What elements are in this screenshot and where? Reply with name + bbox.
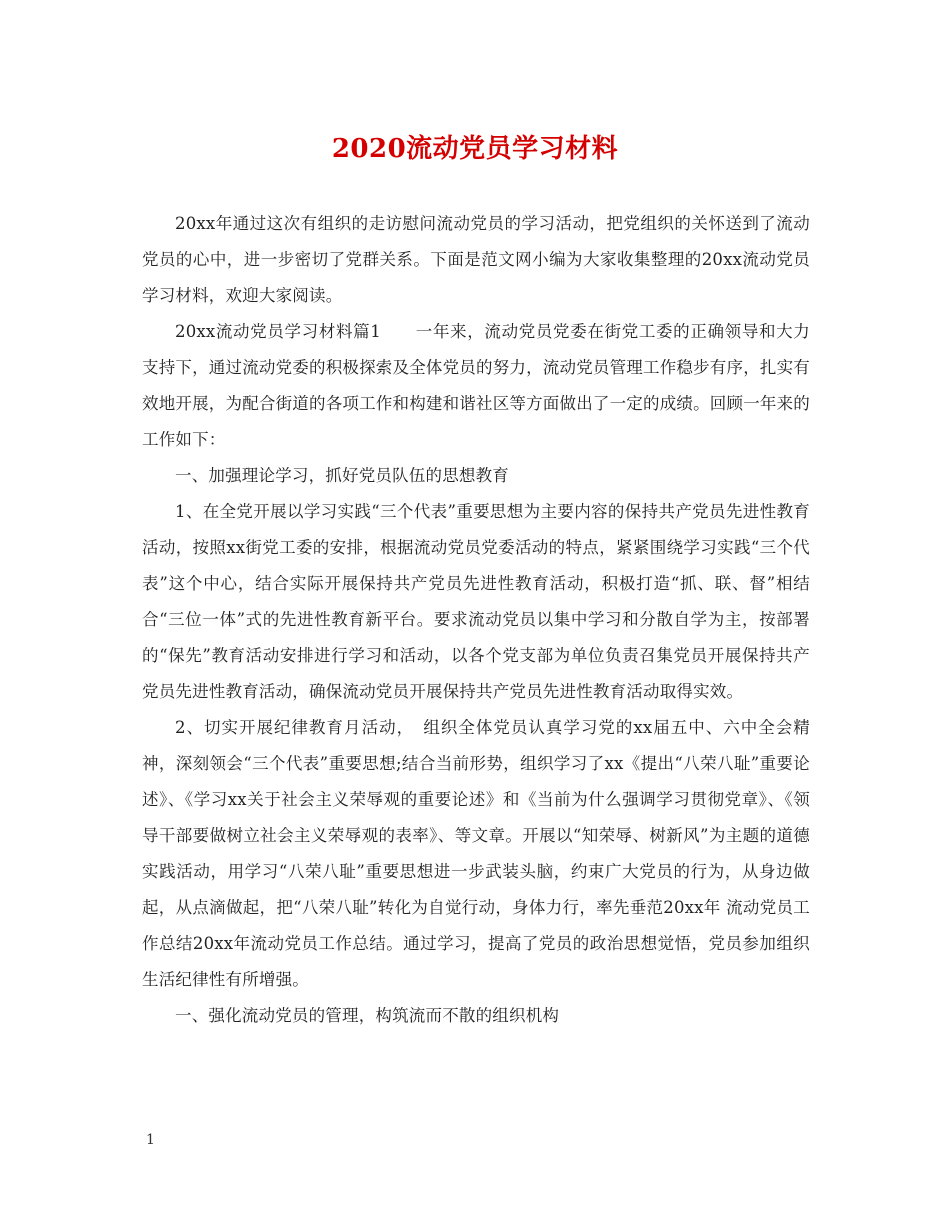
section-heading-1: 一、加强理论学习，抓好党员队伍的思想教育: [175, 466, 509, 485]
paragraph-item-1: 1、在全党开展以学习实践“三个代表”重要思想为主要内容的保持共产党员先进性教育活动，按照xx街党工委的安排，根据流动党员党委活动的特点，紧紧围绕学习实践“三个代表”这个中心，结合实际开展保持共产党员先进性教育活动，积极打造“抓、联、督”相结合“三位一体”式的先进性教育新平台。要求流动党员以集中学习和分散自学为主，按部署的“保先”教育活动安排进行学习和活动，以各个党支部为单位负责召集党员开展保持共产党员先进性教育活动，确保流动党员开展保持共产党员先进性教育活动取得实效。: [142, 502, 810, 701]
section-heading-2: 一、强化流动党员的管理，构筑流而不散的组织机构: [175, 1006, 560, 1025]
document-title: 2020流动党员学习材料: [331, 134, 619, 164]
paragraph-item-2: 2、切实开展纪律教育月活动， 组织全体党员认真学习党的xx届五中、六中全会精神，深刻领会“三个代表”重要思想;结合当前形势，组织学习了xx《提出“八荣八耻”重要论述》、《学习xx关于社会主义荣辱观的重要论述》和《当前为什么强调学习贯彻党章》、《领导干部要做树立社会主义荣辱观的表率》、等文章。开展以“知荣辱、树新风”为主题的道德实践活动，用学习“八荣八耻”重要思想进一步武装头脑，约束广大党员的行为，从身边做起，从点滴做起，把“八荣八耻”转化为自觉行动，身体力行，率先垂范20xx年 流动党员工作总结20xx年流动党员工作总结。通过学习，提高了党员的政治思想觉悟，党员参加组织生活纪律性有所增强。: [142, 718, 810, 989]
page-number: 1: [146, 1132, 155, 1148]
paragraph-article-1: 20xx流动党员学习材料篇1 一年来，流动党员党委在街党工委的正确领导和大力支持下，通过流动党委的积极探索及全体党员的努力，流动党员管理工作稳步有序，扎实有效地开展，为配合街道的各项工作和构建和谐社区等方面做出了一定的成绩。回顾一年来的工作如下：: [142, 322, 810, 449]
paragraph-intro: 20xx年通过这次有组织的走访慰问流动党员的学习活动，把党组织的关怀送到了流动党员的心中，进一步密切了党群关系。下面是范文网小编为大家收集整理的20xx流动党员学习材料，欢迎大家阅读。: [142, 214, 810, 305]
document-body: [142, 206, 810, 1034]
